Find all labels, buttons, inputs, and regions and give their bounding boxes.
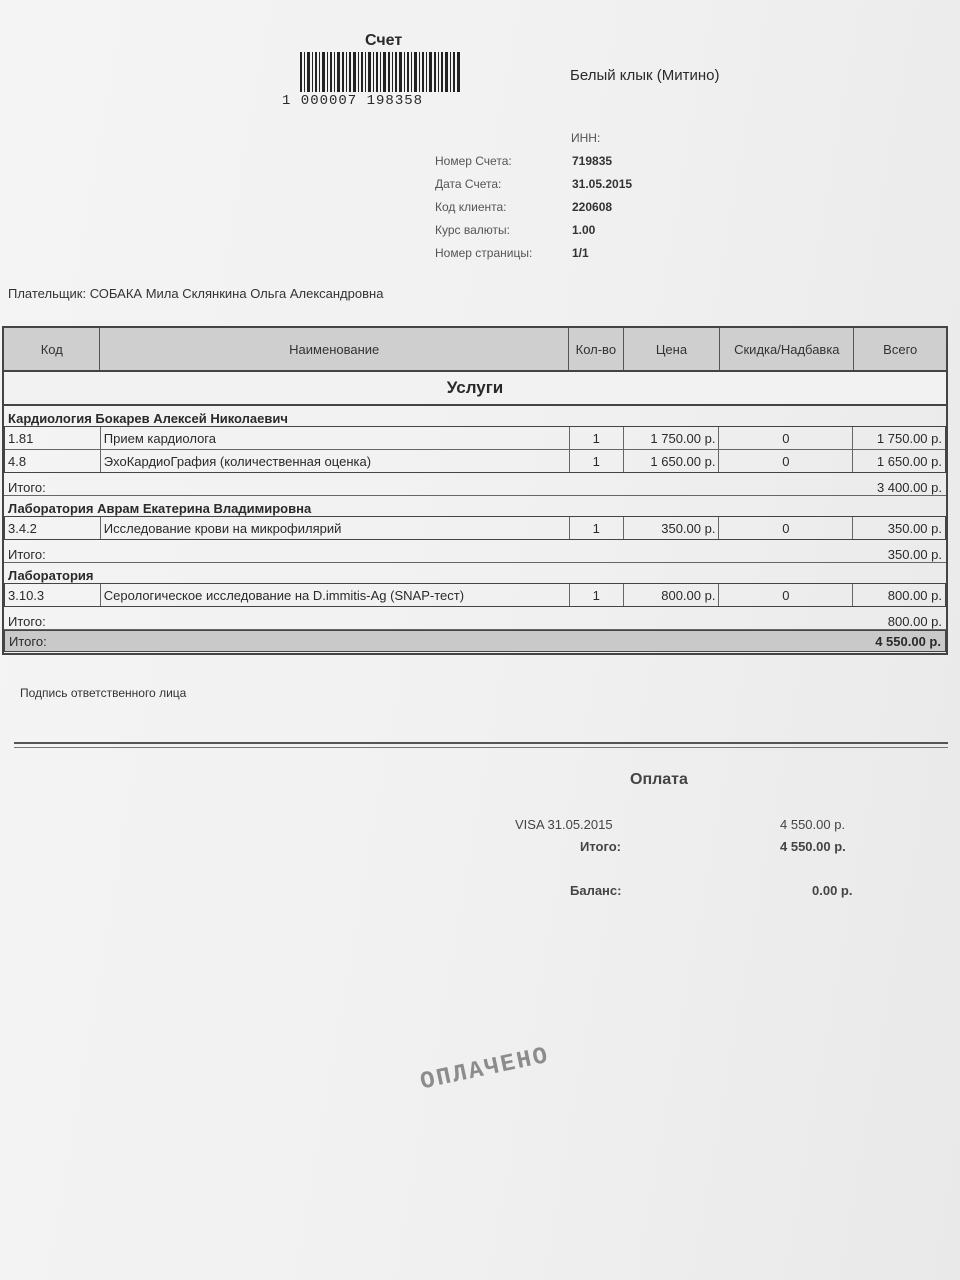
info-value: 220608 — [572, 199, 613, 214]
cell-discount: 0 — [719, 584, 853, 606]
grand-total-row — [4, 630, 946, 652]
grand-total-label: Итого: — [9, 633, 47, 649]
payment-amount: 4 550.00 р. — [780, 817, 846, 832]
table-row — [5, 450, 945, 472]
services-table — [2, 326, 948, 655]
header-code: Код — [4, 328, 100, 370]
invoice-title: Счет — [365, 32, 403, 49]
cell-name: Исследование крови на микрофилярий — [101, 517, 570, 539]
group-rows — [4, 426, 946, 473]
info-row-inn — [435, 126, 632, 149]
paid-stamp: ОПЛАЧЕНО — [418, 1042, 552, 1097]
header-discount: Скидка/Надбавка — [720, 328, 854, 370]
info-value: 719835 — [572, 153, 613, 168]
barcode-number: 1 000007 198358 — [282, 93, 424, 109]
divider — [14, 747, 948, 748]
header-price: Цена — [624, 328, 720, 370]
cell-price: 1 750.00 р. — [624, 427, 720, 449]
cell-code: 3.4.2 — [5, 517, 101, 539]
cell-price: 350.00 р. — [624, 517, 720, 539]
info-value: 1/1 — [572, 245, 589, 260]
invoice-info — [435, 126, 632, 264]
cell-discount: 0 — [719, 427, 853, 449]
cell-discount: 0 — [719, 450, 853, 472]
table-header — [2, 326, 948, 372]
cell-name: ЭхоКардиоГрафия (количественная оценка) — [101, 450, 570, 472]
subtotal-value: 350.00 р. — [887, 547, 942, 562]
info-label: Номер страницы: — [435, 245, 533, 260]
info-row-number — [435, 149, 632, 172]
payer-line: Плательщик: СОБАКА Мила Склянкина Ольга Александровна — [8, 286, 384, 301]
signature-label: Подпись ответственного лица — [20, 686, 187, 700]
cell-total: 800.00 р. — [887, 587, 942, 603]
info-value: 31.05.2015 — [572, 176, 633, 191]
info-label: Номер Счета: — [435, 153, 512, 168]
info-value: 1.00 — [572, 222, 596, 237]
group-rows — [4, 516, 946, 540]
cell-name: Серологическое исследование на D.immitis-Ag (SNAP-тест) — [101, 584, 570, 606]
divider — [14, 742, 948, 744]
group-title: Лаборатория — [8, 568, 94, 583]
subtotal-label: Итого: — [8, 480, 46, 495]
group-subtotal — [4, 473, 946, 496]
cell-name: Прием кардиолога — [101, 427, 570, 449]
payment-total-label: Итого: — [580, 839, 621, 854]
payment-total-value: 4 550.00 р. — [780, 839, 846, 854]
info-row-page — [435, 241, 632, 264]
balance-value: 0.00 р. — [812, 883, 853, 898]
info-row-date — [435, 172, 632, 195]
info-row-rate — [435, 218, 632, 241]
cell-price: 800.00 р. — [624, 584, 720, 606]
info-row-client — [435, 195, 632, 218]
table-row — [5, 517, 945, 539]
cell-code: 3.10.3 — [5, 584, 101, 606]
payment-title: Оплата — [630, 771, 688, 788]
balance-label: Баланс: — [570, 883, 622, 898]
subtotal-label: Итого: — [8, 547, 46, 562]
table-row — [5, 427, 945, 450]
header-name: Наименование — [100, 328, 569, 370]
group-subtotal — [4, 540, 946, 563]
group-subtotal — [4, 607, 946, 630]
info-label: Курс валюты: — [435, 222, 510, 237]
payment-method: VISA 31.05.2015 — [515, 817, 613, 832]
grand-total-value: 4 550.00 р. — [875, 633, 941, 649]
subtotal-value: 800.00 р. — [887, 614, 942, 629]
section-title: Услуги — [2, 372, 948, 406]
cell-code: 1.81 — [5, 427, 101, 449]
cell-total: 350.00 р. — [887, 520, 942, 536]
cell-qty: 1 — [570, 450, 624, 472]
info-label: Код клиента: — [435, 199, 507, 214]
group-rows — [4, 583, 946, 607]
barcode — [300, 52, 460, 92]
info-label: ИНН: — [571, 130, 601, 145]
header-total: Всего — [883, 341, 918, 357]
cell-qty: 1 — [570, 427, 624, 449]
cell-total: 1 650.00 р. — [876, 453, 942, 469]
info-label: Дата Счета: — [435, 176, 502, 191]
cell-qty: 1 — [570, 517, 624, 539]
cell-price: 1 650.00 р. — [624, 450, 720, 472]
group-title: Кардиология Бокарев Алексей Николаевич — [8, 411, 288, 426]
subtotal-value: 3 400.00 р. — [876, 480, 942, 495]
header-qty: Кол-во — [569, 328, 624, 370]
group-title: Лаборатория Аврам Екатерина Владимировна — [8, 501, 312, 516]
table-row — [5, 584, 945, 606]
cell-qty: 1 — [570, 584, 624, 606]
clinic-name: Белый клык (Митино) — [570, 67, 720, 84]
cell-total: 1 750.00 р. — [876, 430, 942, 446]
subtotal-label: Итого: — [8, 614, 46, 629]
cell-code: 4.8 — [5, 450, 101, 472]
table-body — [2, 406, 948, 655]
cell-discount: 0 — [719, 517, 853, 539]
